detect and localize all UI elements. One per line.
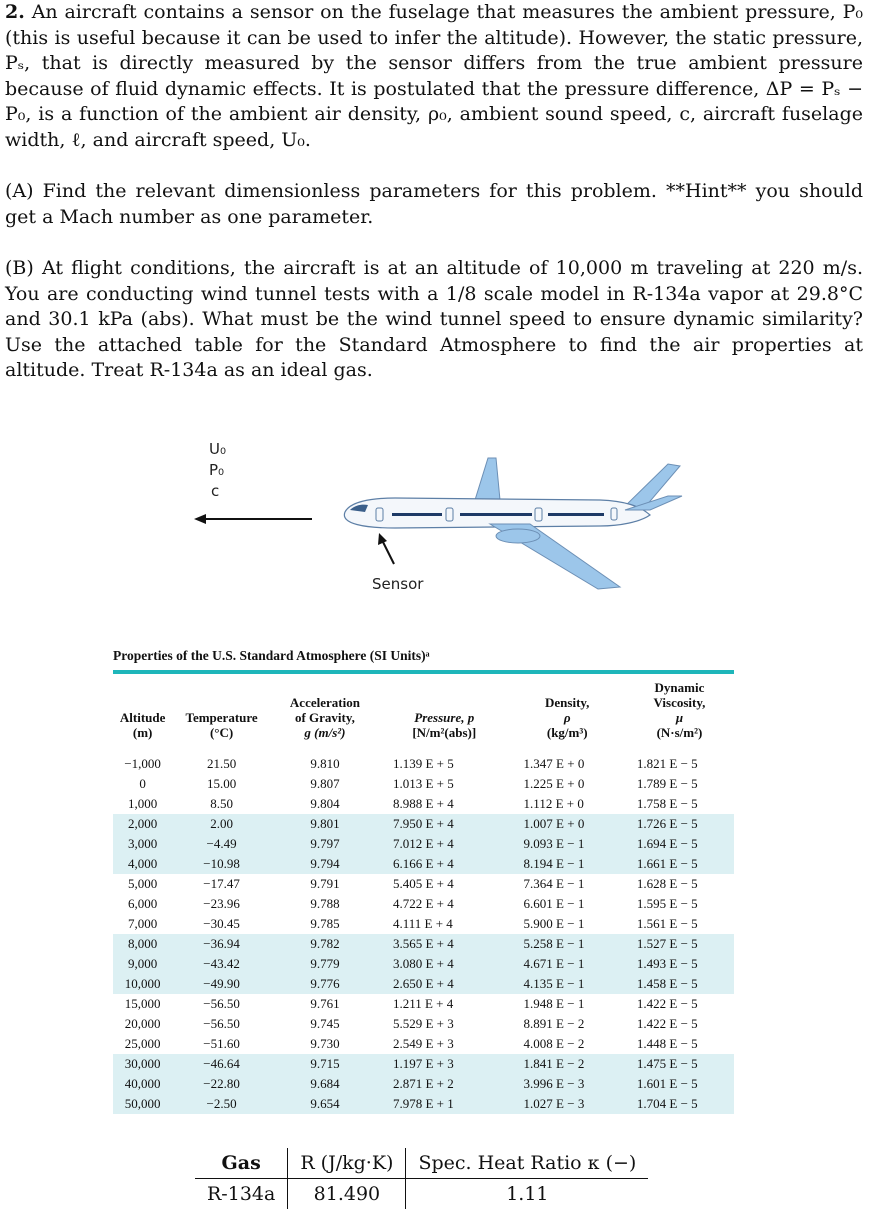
cell-density: 1.112 E + 0: [523, 796, 584, 811]
cell-pressure: 8.988 E + 4: [392, 796, 454, 811]
cell-gravity: 9.804: [310, 796, 340, 811]
cell-temperature: 2.00: [172, 814, 271, 834]
window-row: [392, 513, 604, 516]
table-body: [113, 754, 734, 1114]
cell-density: 7.364 E − 1: [523, 876, 585, 891]
gas-header-row: [195, 1148, 648, 1179]
cell-altitude: 30,000: [113, 1054, 172, 1074]
cell-pressure: 2.871 E + 2: [379, 1074, 510, 1094]
cell-density: 9.093 E − 1: [510, 834, 625, 854]
sensor-arrow: [378, 533, 394, 564]
cell-gravity: 9.730: [310, 1036, 340, 1051]
cell-temperature: 21.50: [206, 756, 237, 771]
cell-temperature: −36.94: [172, 934, 271, 954]
gas-table: [195, 1148, 648, 1209]
cell-gravity: 9.715: [271, 1054, 379, 1074]
cell-altitude: 50,000: [113, 1094, 172, 1114]
cell-density: 4.135 E − 1: [510, 974, 625, 994]
cell-viscosity: 1.601 E − 5: [625, 1074, 734, 1094]
cell-temperature: −10.98: [172, 854, 271, 874]
table-accent-bar: [113, 670, 734, 674]
cell-pressure: 5.529 E + 3: [392, 1016, 454, 1031]
cell-pressure: 4.722 E + 4: [392, 896, 454, 911]
cell-viscosity: 1.448 E − 5: [636, 1036, 698, 1051]
cell-pressure: 4.111 E + 4: [392, 916, 453, 931]
gas-data-row: [195, 1179, 648, 1210]
cell-altitude: −1,000: [124, 756, 161, 771]
table-row: [113, 834, 734, 854]
flow-arrow: [194, 514, 312, 524]
cell-viscosity: 1.821 E − 5: [636, 756, 698, 771]
cell-density: 8.891 E − 2: [523, 1016, 585, 1031]
cell-altitude: 40,000: [113, 1074, 172, 1094]
cell-temperature: −46.64: [172, 1054, 271, 1074]
cell-viscosity: 1.661 E − 5: [625, 854, 734, 874]
part-a: (A) Find the relevant dimensionless parameters for this problem. **Hint** you should get a Mach number as one parameter.: [5, 180, 863, 228]
cell-temperature: −2.50: [172, 1094, 271, 1114]
table-row: [113, 874, 734, 894]
cell-density: 5.258 E − 1: [510, 934, 625, 954]
engine: [496, 529, 540, 543]
table-row: [113, 894, 734, 914]
table-row: [113, 1034, 734, 1054]
col-density: Density, ρ (kg/m³): [545, 695, 590, 740]
cell-viscosity: 1.527 E − 5: [625, 934, 734, 954]
cell-pressure: 7.978 E + 1: [379, 1094, 510, 1114]
cell-density: 5.900 E − 1: [523, 916, 585, 931]
cell-viscosity: 1.726 E − 5: [625, 814, 734, 834]
part-b: (B) At flight conditions, the aircraft is at an altitude of 10,000 m traveling at 220 m/s. You are conducting wind tunnel tests with a 1/8 scale model in R-134a vapor at 29.8°C and 30.1 kPa (abs). What must be the wind tunnel speed to ensure dynamic similarity? Use the attached table for the Standard Atmosphere to find the air properties at altitude. Treat R-134a as an ideal gas.: [5, 257, 863, 381]
cell-viscosity: 1.628 E − 5: [636, 876, 698, 891]
table-row: [113, 914, 734, 934]
cell-gravity: 9.779: [271, 954, 379, 974]
sensor-label: Sensor: [372, 575, 424, 593]
table-row: [113, 934, 734, 954]
cell-density: 4.008 E − 2: [523, 1036, 585, 1051]
cell-viscosity: 1.493 E − 5: [625, 954, 734, 974]
cell-gravity: 9.797: [271, 834, 379, 854]
cell-temperature: 15.00: [206, 776, 237, 791]
cell-density: 8.194 E − 1: [510, 854, 625, 874]
gas-kappa-value: 1.11: [506, 1183, 549, 1205]
cell-altitude: 3,000: [113, 834, 172, 854]
cell-viscosity: 1.475 E − 5: [625, 1054, 734, 1074]
table-row: [113, 1094, 734, 1114]
table-row: [113, 794, 734, 814]
cell-altitude: 20,000: [124, 1016, 161, 1031]
cell-density: 1.948 E − 1: [523, 996, 585, 1011]
cell-pressure: 1.211 E + 4: [392, 996, 454, 1011]
cell-pressure: 5.405 E + 4: [392, 876, 454, 891]
cell-pressure: 2.650 E + 4: [379, 974, 510, 994]
cell-pressure: 1.139 E + 5: [392, 756, 454, 771]
cell-gravity: 9.776: [271, 974, 379, 994]
cell-altitude: 7,000: [128, 916, 158, 931]
gas-col-r: R (J/kg·K): [288, 1148, 406, 1179]
cell-temperature: −56.50: [203, 1016, 240, 1031]
cell-altitude: 5,000: [128, 876, 158, 891]
cell-altitude: 6,000: [128, 896, 158, 911]
gas-name: R-134a: [195, 1179, 288, 1210]
cell-viscosity: 1.561 E − 5: [636, 916, 698, 931]
cell-temperature: −49.90: [172, 974, 271, 994]
cell-density: 1.007 E + 0: [510, 814, 625, 834]
cell-pressure: 7.950 E + 4: [379, 814, 510, 834]
airplane-illustration: [0, 430, 874, 630]
cell-altitude: 1,000: [128, 796, 158, 811]
cell-altitude: 9,000: [113, 954, 172, 974]
table-row: [113, 1074, 734, 1094]
cell-altitude: 15,000: [124, 996, 161, 1011]
table-row: [113, 974, 734, 994]
cell-altitude: 4,000: [113, 854, 172, 874]
cell-viscosity: 1.458 E − 5: [625, 974, 734, 994]
table-header-row: [113, 680, 734, 744]
cell-pressure: 7.012 E + 4: [379, 834, 510, 854]
table-row: [113, 854, 734, 874]
cell-viscosity: 1.595 E − 5: [636, 896, 698, 911]
cell-gravity: 9.761: [310, 996, 340, 1011]
cell-pressure: 1.013 E + 5: [392, 776, 454, 791]
cell-altitude: 8,000: [113, 934, 172, 954]
label-sound-speed: c: [211, 482, 220, 500]
cell-pressure: 3.080 E + 4: [379, 954, 510, 974]
cell-viscosity: 1.694 E − 5: [625, 834, 734, 854]
cell-density: 6.601 E − 1: [523, 896, 585, 911]
cell-viscosity: 1.422 E − 5: [636, 996, 698, 1011]
cell-gravity: 9.684: [271, 1074, 379, 1094]
cell-temperature: −4.49: [172, 834, 271, 854]
col-pressure: Pressure, p [N/m²(abs)]: [412, 710, 477, 740]
cell-gravity: 9.810: [310, 756, 340, 771]
gas-r-value: 81.490: [288, 1179, 406, 1210]
cell-temperature: −17.47: [203, 876, 240, 891]
cell-gravity: 9.801: [271, 814, 379, 834]
gas-col-kappa: Spec. Heat Ratio κ (−): [406, 1148, 648, 1179]
col-gravity: Acceleration of Gravity, g (m/s²): [289, 695, 360, 740]
table-title: Properties of the U.S. Standard Atmosphere (SI Units)ᵃ: [113, 648, 430, 663]
cell-gravity: 9.782: [271, 934, 379, 954]
cell-altitude: 25,000: [124, 1036, 161, 1051]
table-row: [113, 1054, 734, 1074]
cell-altitude: 0: [139, 776, 146, 791]
table-row: [113, 754, 734, 774]
cell-pressure: 3.565 E + 4: [379, 934, 510, 954]
cell-viscosity: 1.758 E − 5: [636, 796, 698, 811]
cell-density: 1.027 E − 3: [510, 1094, 625, 1114]
problem-intro: [5, 0, 863, 153]
cell-viscosity: 1.789 E − 5: [636, 776, 698, 791]
cell-density: 1.225 E + 0: [523, 776, 585, 791]
cell-temperature: −56.50: [203, 996, 240, 1011]
far-wing: [475, 458, 500, 500]
table-row: [113, 1014, 734, 1034]
cell-temperature: 8.50: [210, 796, 233, 811]
intro-text: An aircraft contains a sensor on the fuselage that measures the ambient pressure, P₀ (this is useful because it can be used to infer the altitude). However, the static pressure, Pₛ, that is directly measured by the sensor differs from the true ambient pressure because of fluid dynamic effects. It is postulated that the pressure difference, ΔP = Pₛ − P₀, is a function of the ambient air density, ρ₀, ambient sound speed, c, aircraft fuselage width, ℓ, and aircraft speed, U₀.: [5, 1, 863, 151]
table-row: [113, 954, 734, 974]
cell-gravity: 9.807: [310, 776, 340, 791]
col-viscosity: Dynamic Viscosity, μ (N·s/m²): [653, 680, 706, 740]
cell-pressure: 1.197 E + 3: [379, 1054, 510, 1074]
aircraft-diagram: [0, 430, 874, 630]
cell-temperature: −43.42: [172, 954, 271, 974]
table-row: [113, 774, 734, 794]
cell-altitude: 2,000: [113, 814, 172, 834]
cell-gravity: 9.745: [310, 1016, 340, 1031]
col-altitude: Altitude (m): [119, 710, 166, 740]
label-pressure: P₀: [209, 461, 225, 479]
cell-density: 3.996 E − 3: [510, 1074, 625, 1094]
cell-viscosity: 1.422 E − 5: [636, 1016, 698, 1031]
cell-gravity: 9.794: [271, 854, 379, 874]
table-row: [113, 814, 734, 834]
cell-pressure: 6.166 E + 4: [379, 854, 510, 874]
gas-col-gas: Gas: [195, 1148, 288, 1179]
cell-gravity: 9.788: [310, 896, 340, 911]
cell-pressure: 2.549 E + 3: [392, 1036, 454, 1051]
label-velocity: U₀: [209, 440, 226, 458]
cell-temperature: −51.60: [203, 1036, 240, 1051]
cell-gravity: 9.785: [310, 916, 340, 931]
problem-number: 2.: [5, 1, 25, 23]
cell-density: 4.671 E − 1: [510, 954, 625, 974]
cell-density: 1.347 E + 0: [523, 756, 585, 771]
problem-statement: [5, 0, 863, 410]
cell-temperature: −22.80: [172, 1074, 271, 1094]
cell-temperature: −30.45: [203, 916, 240, 931]
col-temperature: Temperature (°C): [185, 710, 258, 740]
table-row: [113, 994, 734, 1014]
cell-density: 1.841 E − 2: [510, 1054, 625, 1074]
atmosphere-table: [113, 680, 734, 1114]
cell-temperature: −23.96: [203, 896, 240, 911]
cell-gravity: 9.791: [310, 876, 340, 891]
cell-gravity: 9.654: [271, 1094, 379, 1114]
cell-altitude: 10,000: [113, 974, 172, 994]
cell-viscosity: 1.704 E − 5: [625, 1094, 734, 1114]
